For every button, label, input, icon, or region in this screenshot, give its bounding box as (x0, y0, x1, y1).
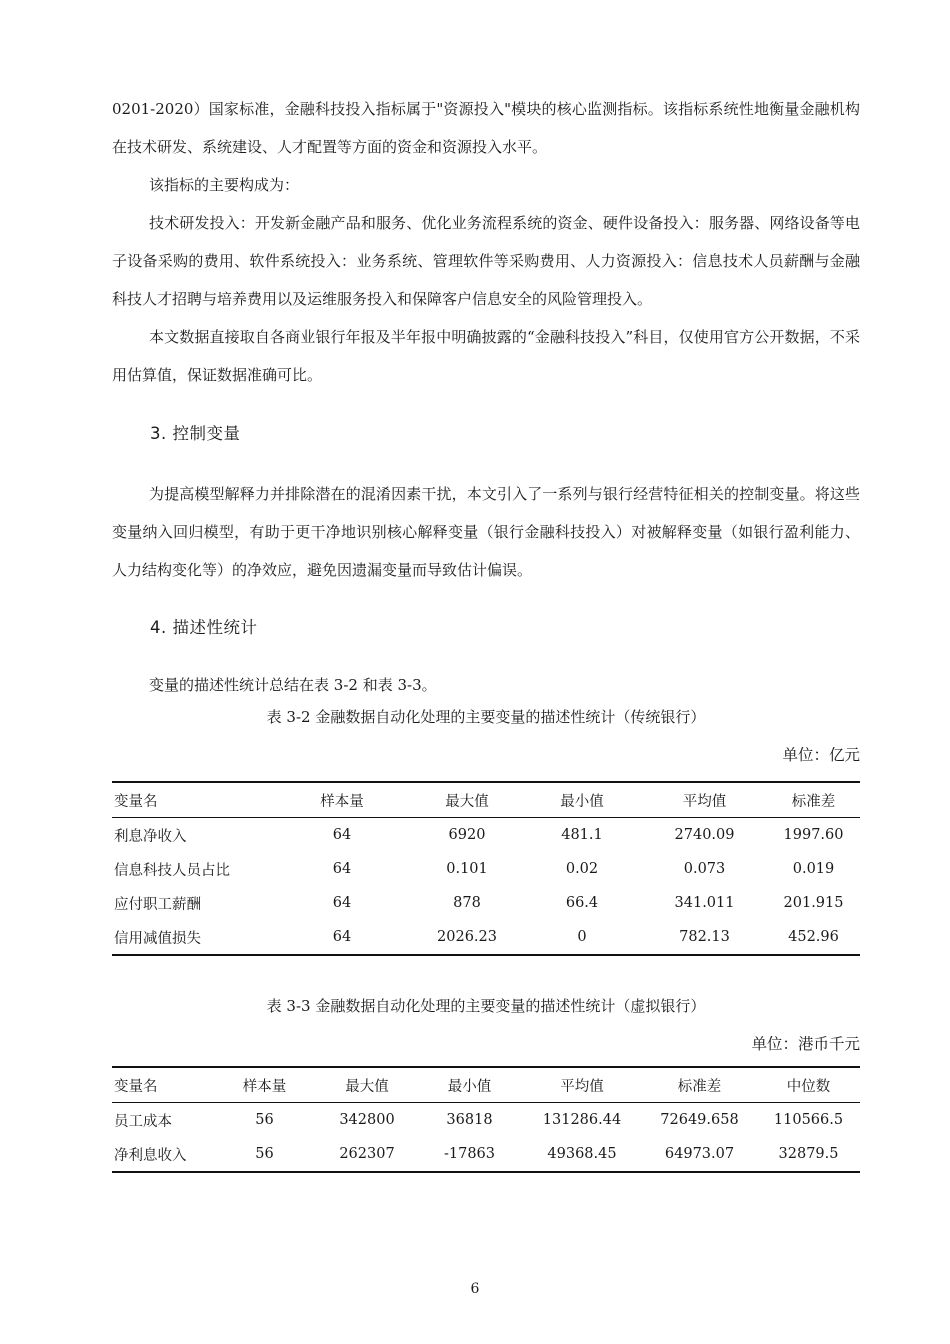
column-header: 变量名 (112, 1067, 212, 1103)
table-header-row (112, 1067, 860, 1103)
page-number: 6 (470, 1281, 480, 1297)
table-cell: 32879.5 (757, 1137, 860, 1172)
table-cell: 0 (522, 920, 642, 955)
table-row (112, 1103, 860, 1138)
table-row (112, 886, 860, 920)
table-cell: 110566.5 (773, 1112, 844, 1128)
table-cell: 64 (272, 920, 412, 955)
table-cell: 131286.44 (542, 1112, 622, 1128)
column-header: 最小值 (417, 1067, 522, 1103)
table-cell: 341.011 (674, 895, 735, 911)
table-cell: 应付职工薪酬 (114, 896, 201, 913)
table-row (112, 1137, 860, 1172)
table-cell: 0.019 (792, 861, 835, 877)
table-cell: 员工成本 (114, 1113, 172, 1130)
table-cell: 481.1 (561, 827, 603, 843)
table-unit-virtual-banks: 单位：港币千元 (751, 1035, 860, 1053)
paragraph-control-variables: 为提高模型解释力并排除潜在的混淆因素干扰，本文引入了一系列与银行经营特征相关的控制变量。将这些变量纳入回归模型，有助于更干净地识别核心解释变量（银行金融科技投入）对被解释变量（如银行盈利能力、人力结构变化等）的净效应，避免因遗漏变量而导致估计偏误。 (112, 485, 860, 579)
table-cell: 878 (453, 895, 481, 911)
table-cell: 6920 (448, 827, 486, 843)
paragraph-indicator-composition-intro: 该指标的主要构成为： (149, 176, 300, 194)
table-cell: 452.96 (767, 920, 860, 955)
column-header: 中位数 (757, 1067, 860, 1103)
table-cell: 2740.09 (674, 827, 735, 843)
table-cell: 64 (332, 895, 352, 911)
table-cell: 利息净收入 (114, 828, 187, 845)
table-cell: 0.101 (446, 861, 488, 877)
table-cell: 782.13 (642, 920, 767, 955)
table-cell: 342800 (339, 1112, 395, 1128)
table-cell: 36818 (446, 1112, 493, 1128)
table-cell: 0.02 (565, 861, 599, 877)
column-header: 最大值 (317, 1067, 417, 1103)
column-header: 最大值 (412, 782, 522, 818)
table-row (112, 920, 860, 955)
column-header: 标准差 (642, 1067, 757, 1103)
table-cell: 净利息收入 (112, 1137, 212, 1172)
column-header: 样本量 (272, 782, 412, 818)
table-cell: 信用减值损失 (112, 920, 272, 955)
table-cell: 64973.07 (642, 1137, 757, 1172)
table-cell: 49368.45 (522, 1137, 642, 1172)
table-cell: 64 (332, 827, 352, 843)
column-header: 标准差 (767, 782, 860, 818)
table-traditional-banks (112, 781, 860, 956)
column-header: 最小值 (522, 782, 642, 818)
section-heading-descriptive-statistics: 4. 描述性统计 (150, 618, 258, 637)
table-row (112, 818, 860, 853)
paragraph-indicator-components: 技术研发投入：开发新金融产品和服务、优化业务流程系统的资金、硬件设备投入：服务器、网络设备等电子设备采购的费用、软件系统投入：业务系统、管理软件等采购费用、人力资源投入：信息技术人员薪酬与金融科技人才招聘与培养费用以及运维服务投入和保障客户信息安全的风险管理投入。 (112, 214, 860, 308)
table-cell: 72649.658 (660, 1112, 739, 1128)
table-cell: 66.4 (565, 895, 599, 911)
table-cell: 56 (212, 1137, 317, 1172)
table-cell: 56 (255, 1112, 274, 1128)
table-caption-traditional-banks: 表 3-2 金融数据自动化处理的主要变量的描述性统计（传统银行） (266, 708, 706, 726)
table-virtual-banks (112, 1066, 860, 1173)
column-header: 平均值 (642, 782, 767, 818)
table-row (112, 852, 860, 886)
table-cell: 1997.60 (783, 827, 844, 843)
table-cell: 201.915 (783, 895, 844, 911)
table-cell: 信息科技人员占比 (114, 862, 230, 879)
table-caption-virtual-banks: 表 3-3 金融数据自动化处理的主要变量的描述性统计（虚拟银行） (266, 997, 706, 1015)
table-cell: 64 (332, 861, 352, 877)
column-header: 平均值 (522, 1067, 642, 1103)
column-header: 样本量 (212, 1067, 317, 1103)
section-heading-control-variables: 3. 控制变量 (150, 424, 241, 443)
table-cell: 262307 (317, 1137, 417, 1172)
table-header-row (112, 782, 860, 818)
table-unit-traditional-banks: 单位：亿元 (782, 746, 860, 764)
paragraph-indicator-definition: 0201-2020）国家标准，金融科技投入指标属于"资源投入"模块的核心监测指标。该指标系统性地衡量金融机构在技术研发、系统建设、人才配置等方面的资金和资源投入水平。 (112, 100, 860, 156)
paragraph-table-intro: 变量的描述性统计总结在表 3-2 和表 3-3。 (149, 676, 437, 694)
table-cell: 0.073 (683, 861, 726, 877)
paragraph-data-source: 本文数据直接取自各商业银行年报及半年报中明确披露的“金融科技投入”科目，仅使用官方公开数据，不采用估算值，保证数据准确可比。 (112, 328, 860, 384)
column-header: 变量名 (112, 782, 272, 818)
table-cell: -17863 (417, 1137, 522, 1172)
table-cell: 2026.23 (412, 920, 522, 955)
